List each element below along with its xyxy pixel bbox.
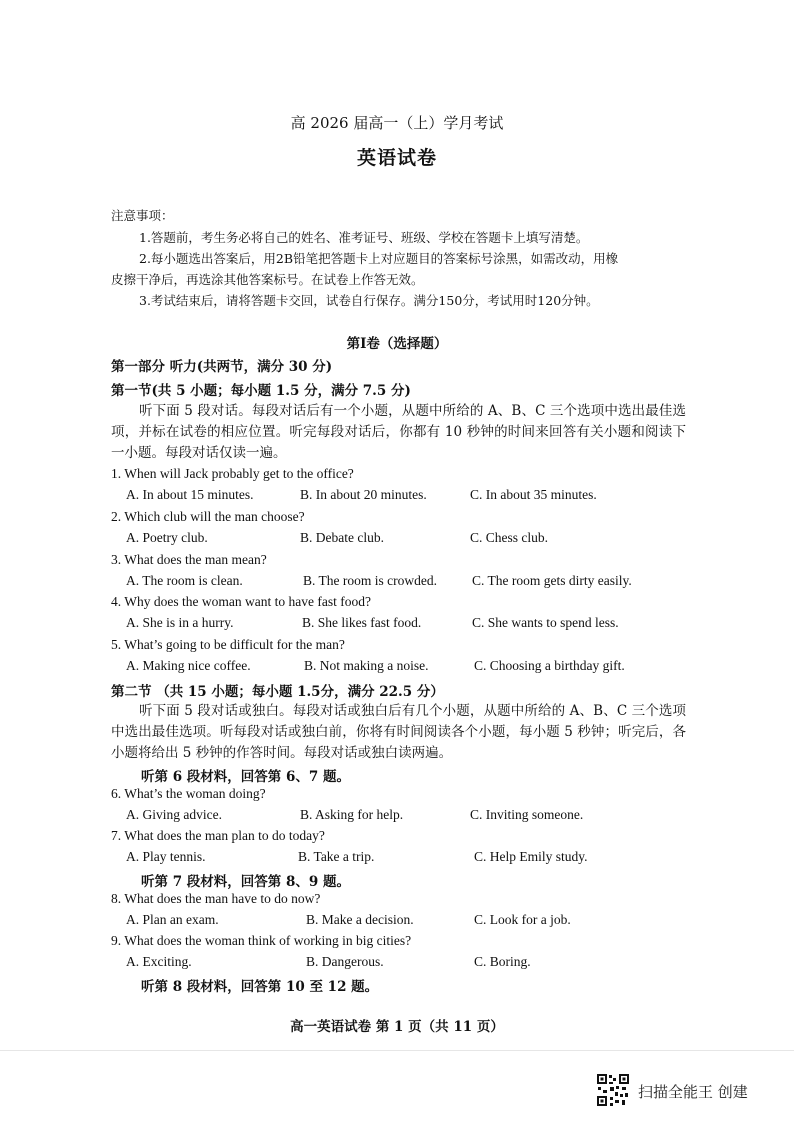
q6-option-c: C. Inviting someone. <box>470 807 584 822</box>
section2-instructions: 听下面 5 段对话或独白。每段对话或独白后有几个小题，从题中所给的 A、B、C 三个选项中选出最佳选项。听每段对话或独白前，你将有时间阅读各个小题，每小题 5 秒钟；听完后，各小题将给出 5 秒钟的作答时间。每段对话或独白读两遍。 <box>111 703 686 761</box>
q9-option-b: B. Dangerous. <box>306 954 384 969</box>
section1-instructions: 听下面 5 段对话。每段对话后有一个小题，从题中所给的 A、B、C 三个选项中选出最佳选项，并标在试卷的相应位置。听完每段对话后，你都有 10 秒钟的时间来回答有关小题和阅读下一小题。每段对话仅读一遍。 <box>111 403 686 461</box>
q1-option-b: B. In about 20 minutes. <box>300 487 427 502</box>
material-8-heading: 听第 8 段材料，回答第 10 至 12 题。 <box>141 979 379 995</box>
q5-option-c: C. Choosing a birthday gift. <box>474 658 625 673</box>
qr-code-icon <box>596 1073 630 1107</box>
q3-option-a: A. The room is clean. <box>126 573 243 588</box>
question-4: 4. Why does the woman want to have fast food? <box>111 594 371 609</box>
q2-option-c: C. Chess club. <box>470 530 549 545</box>
material-6-heading: 听第 6 段材料，回答第 6、7 题。 <box>141 769 350 785</box>
question-2: 2. Which club will the man choose? <box>111 509 305 524</box>
section1-title: 第一节(共 5 小题；每小题 1.5 分，满分 7.5 分) <box>111 383 411 399</box>
scanner-watermark-text: 扫描全能王 创建 <box>638 1083 748 1101</box>
q8-option-b: B. Make a decision. <box>306 912 414 927</box>
q7-option-b: B. Take a trip. <box>298 849 375 864</box>
q7-option-a: A. Play tennis. <box>126 849 206 864</box>
scan-divider <box>0 1050 794 1051</box>
question-6: 6. What’s the woman doing? <box>111 786 266 801</box>
notice-item-3: 3.考试结束后，请将答题卡交回，试卷自行保存。满分150分，考试用时120分钟。 <box>139 293 599 308</box>
section2-title: 第二节 （共 15 小题；每小题 1.5分，满分 22.5 分） <box>111 684 444 700</box>
exam-title: 高 2026 届高一（上）学月考试 <box>290 114 504 132</box>
page-footer: 高一英语试卷 第 1 页（共 11 页） <box>290 1019 504 1035</box>
q1-option-a: A. In about 15 minutes. <box>126 487 254 502</box>
q8-option-a: A. Plan an exam. <box>126 912 219 927</box>
q1-option-c: C. In about 35 minutes. <box>470 487 597 502</box>
q2-option-b: B. Debate club. <box>300 530 384 545</box>
question-8: 8. What does the man have to do now? <box>111 891 321 906</box>
q5-option-b: B. Not making a noise. <box>304 658 429 673</box>
question-1: 1. When will Jack probably get to the office? <box>111 466 354 481</box>
subject-title: 英语试卷 <box>356 147 437 169</box>
question-9: 9. What does the woman think of working in big cities? <box>111 933 412 948</box>
q7-option-c: C. Help Emily study. <box>474 849 588 864</box>
q6-option-a: A. Giving advice. <box>126 807 222 822</box>
q4-option-b: B. She likes fast food. <box>302 615 422 630</box>
q9-option-a: A. Exciting. <box>126 954 192 969</box>
question-5: 5. What’s going to be difficult for the man? <box>111 637 345 652</box>
notice-item-2: 2.每小题选出答案后，用2B铅笔把答题卡上对应题目的答案标号涂黑，如需改动，用橡 <box>139 251 619 266</box>
part1-title: 第一部分 听力(共两节，满分 30 分) <box>111 359 333 375</box>
volume-title: 第Ⅰ卷（选择题） <box>346 336 448 352</box>
notice-item-2-cont: 皮擦干净后，再选涂其他答案标号。在试卷上作答无效。 <box>111 272 424 287</box>
q4-option-a: A. She is in a hurry. <box>126 615 234 630</box>
material-7-heading: 听第 7 段材料，回答第 8、9 题。 <box>141 874 350 890</box>
q5-option-a: A. Making nice coffee. <box>126 658 251 673</box>
q6-option-b: B. Asking for help. <box>300 807 404 822</box>
question-7: 7. What does the man plan to do today? <box>111 828 325 843</box>
notice-item-1: 1.答题前，考生务必将自己的姓名、准考证号、班级、学校在答题卡上填写清楚。 <box>139 230 589 245</box>
q2-option-a: A. Poetry club. <box>126 530 208 545</box>
question-3: 3. What does the man mean? <box>111 552 267 567</box>
q9-option-c: C. Boring. <box>474 954 531 969</box>
notice-heading: 注意事项： <box>111 208 174 223</box>
q8-option-c: C. Look for a job. <box>474 912 571 927</box>
q3-option-c: C. The room gets dirty easily. <box>472 573 632 588</box>
q3-option-b: B. The room is crowded. <box>303 573 437 588</box>
q4-option-c: C. She wants to spend less. <box>472 615 619 630</box>
